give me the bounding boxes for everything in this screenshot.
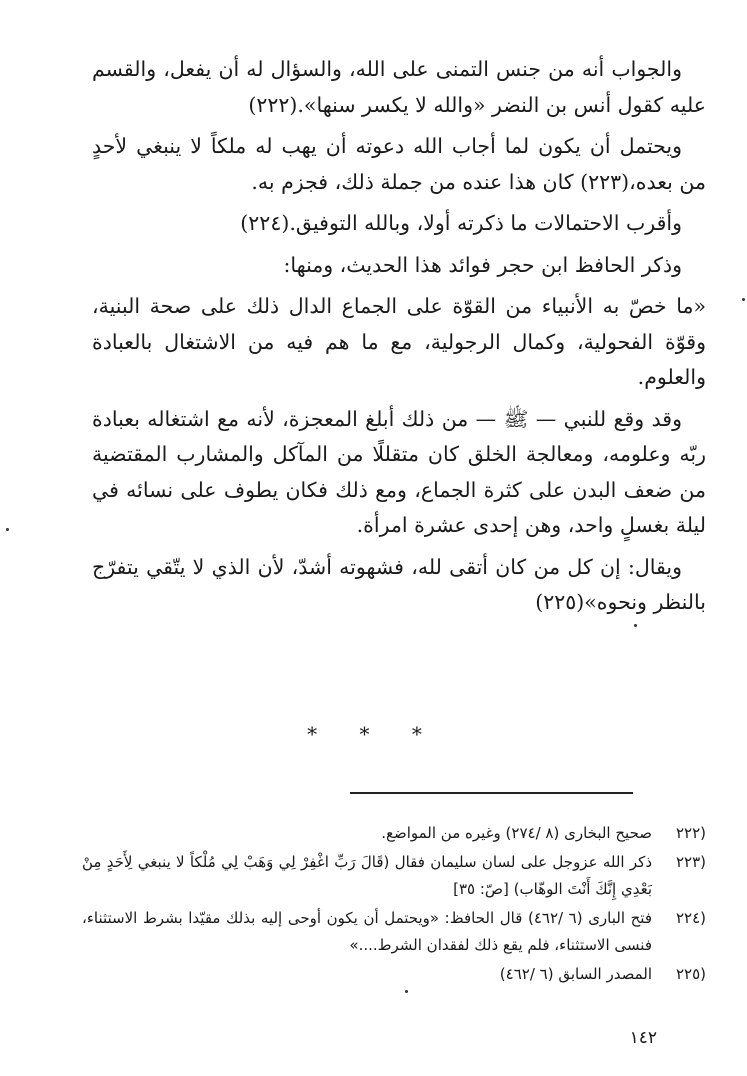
scan-speck [634,624,637,627]
page-number: ١٤٢ [629,1028,657,1048]
paragraph-prophet: وقد وقع للنبي — ﷺ — من ذلك أبلغ المعجزة، لأنه مع اشتغاله بعبادة ربّه وعلومه، ومعالجة الخلق كان متقللًا من المآكل والمشارب المقتضية من ضعف البدن على كثرة الجماع، ومع ذلك فكان يطوف على نسائه في ليلة بغسلٍ واحد، وهن إحدى عشرة امرأة. [92,406,706,537]
scan-speck [742,298,745,301]
footnote [82,961,706,988]
footnote-rule [350,792,633,794]
footnote-number: (٢٢٣ [675,853,706,871]
paragraph-closest: وأقرب الاحتمالات ما ذكرته أولا، وبالله التوفيق.(٢٢٤) [240,211,682,235]
section-separator: * * * [307,722,440,746]
paragraph-answer: والجواب أنه من جنس التمنى على الله، والسؤال له أن يفعل، والقسم عليه كقول أنس بن النضر «والله لا يكسر سنها».(٢٢٢) [92,57,706,117]
footnote [82,820,706,847]
footnote-number: (٢٢٢ [675,824,706,842]
paragraph-ibn-hajar: وذكر الحافظ ابن حجر فوائد هذا الحديث، ومنها: [283,252,682,277]
footnote-text: صحيح البخارى (٨ /٢٧٤) وغيره من المواضع. [381,824,652,842]
main-text [92,52,706,627]
paragraph-saying: ويقال: إن كل من كان أتقى لله، فشهوته أشدّ، لأن الذي لا يتّقي يتفرّج بالنظر ونحوه»(٢٢٥) [92,554,706,614]
footnote [82,849,706,903]
footnote-text: المصدر السابق (٦ /٤٦٢) [499,965,652,983]
scan-speck [405,990,408,993]
paragraph-quote-start: «ما خصّ به الأنبياء من القوّة على الجماع الدال ذلك على صحة البنية، وقوّة الفحولية، وكمال الرجولية، مع ما هم فيه من الاشتغال بالعبادة والعلوم. [92,294,706,389]
paragraph-possibility: ويحتمل أن يكون لما أجاب الله دعوته أن يهب له ملكاً لا ينبغي لأحدٍ من بعده،(٢٢٣) كان هذا عنده من جملة ذلك، فجزم به. [92,134,706,194]
footnote-text: ذكر الله عزوجل على لسان سليمان فقال (قَالَ رَبِّ اغْفِرْ لِي وَهَبْ لِي مُلْكاً لا ينبغي لِأَحَدٍ مِنْ بَعْدِي إِنَّكَ أَنْتَ الوهّاب) [صّ: ٣٥] [82,853,652,898]
footnote-text: فتح البارى (٦ /٤٦٢) قال الحافظ: «ويحتمل أن يكون أوحى إليه بذلك مقيّدا بشرط الاستثناء، فنسى الاستثناء، فلم يقع ذلك لفقدان الشرط....» [82,909,652,954]
scan-speck [6,528,9,531]
footnote-number: (٢٢٥ [675,965,706,983]
footnote-number: (٢٢٤ [675,909,706,927]
footnotes [82,820,706,990]
footnote [82,905,706,959]
